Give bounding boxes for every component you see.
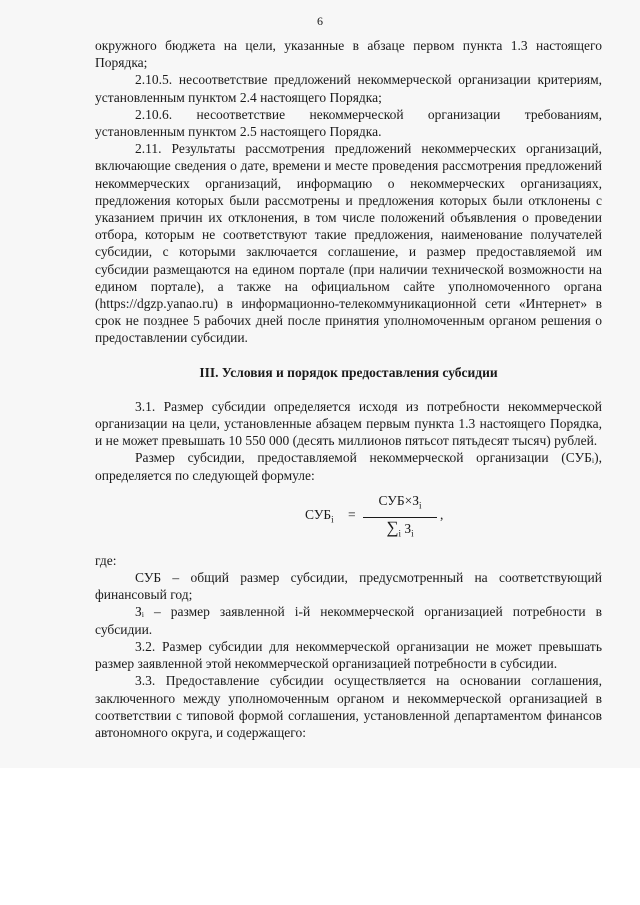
sigma-symbol: ∑ bbox=[386, 517, 399, 537]
formula-numerator: $СУБ\times З_i$ bbox=[363, 492, 437, 518]
formula-equals: = bbox=[348, 506, 356, 522]
paragraph: Размер субсидии, предоставляемой некоммерческой организации (СУБᵢ), определяется по следующей формуле: bbox=[95, 450, 602, 483]
formula-trailing: , bbox=[440, 506, 444, 522]
paragraph: 3.1. Размер субсидии определяется исходя из потребности некоммерческой организации на цели, установленные абзацем первым пункта 1.3 настоящего Порядка, и не может превышать 10 550 000 (десять миллионов пятьсот пятьдесят тысяч) рублей. bbox=[95, 398, 602, 449]
paragraph: СУБ – общий размер субсидии, предусмотренный на соответствующий финансовый год; bbox=[95, 570, 602, 603]
paragraph: 2.10.5. несоответствие предложений некоммерческой организации критериям, установленным пунктом 2.4 настоящего Порядка; bbox=[95, 72, 602, 105]
subsidy-formula bbox=[95, 490, 602, 546]
document-body bbox=[95, 37, 602, 741]
paragraph: где: bbox=[95, 552, 117, 568]
paragraph: окружного бюджета на цели, указанные в абзаце первом пункта 1.3 настоящего Порядка; bbox=[95, 38, 602, 71]
paragraph: 2.10.6. несоответствие некоммерческой организации требованиям, установленным пунктом 2.5 настоящего Порядка. bbox=[95, 106, 602, 140]
section-heading: III. Условия и порядок предоставления субсидии bbox=[199, 364, 498, 380]
paragraphs-mid bbox=[95, 398, 602, 484]
paragraphs-bottom bbox=[95, 552, 602, 741]
formula-denominator: $\sum_i$ $З_i$ bbox=[386, 517, 414, 539]
paragraphs-top bbox=[95, 37, 602, 347]
paragraph: Зᵢ – размер заявленной i-й некоммерческой организацией потребности в субсидии. bbox=[95, 604, 602, 637]
paragraph: 3.3. Предоставление субсидии осуществляется на основании соглашения, заключенного между уполномоченным органом и некоммерческой организацией в соответствии с типовой формой соглашения, установленной департаментом финансов автономного округа, и содержащего: bbox=[95, 673, 602, 740]
page-number: 6 bbox=[317, 14, 323, 28]
formula-fraction bbox=[363, 492, 437, 543]
formula-lhs: $СУБ_i$ bbox=[305, 506, 334, 525]
paragraph: 2.11. Результаты рассмотрения предложений некоммерческих организаций, включающие сведения о дате, времени и месте проведения рассмотрения предложений некоммерческих организаций, информацию о некоммерческих организациях, предложения которых были рассмотрены и предложения которых были отклонены с указанием причин их отклонения, в том числе положений объявления о проведении отбора, которым не соответствуют такие предложения, наименование получателей субсидии, с которыми заключается соглашение, и размер предоставляемой им субсидии размещаются на едином портале (при наличии технической возможности на едином портале), а также на официальном сайте уполномоченного органа (https://dgzp.yanao.ru) в информационно-телекоммуникационной сети «Интернет» в срок не позднее 5 рабочих дней после принятия уполномоченным органом решения о предоставлении субсидии. bbox=[95, 141, 602, 346]
paragraph: 3.2. Размер субсидии для некоммерческой организации не может превышать размер заявленной этой некоммерческой организацией потребности в субсидии. bbox=[95, 638, 602, 672]
